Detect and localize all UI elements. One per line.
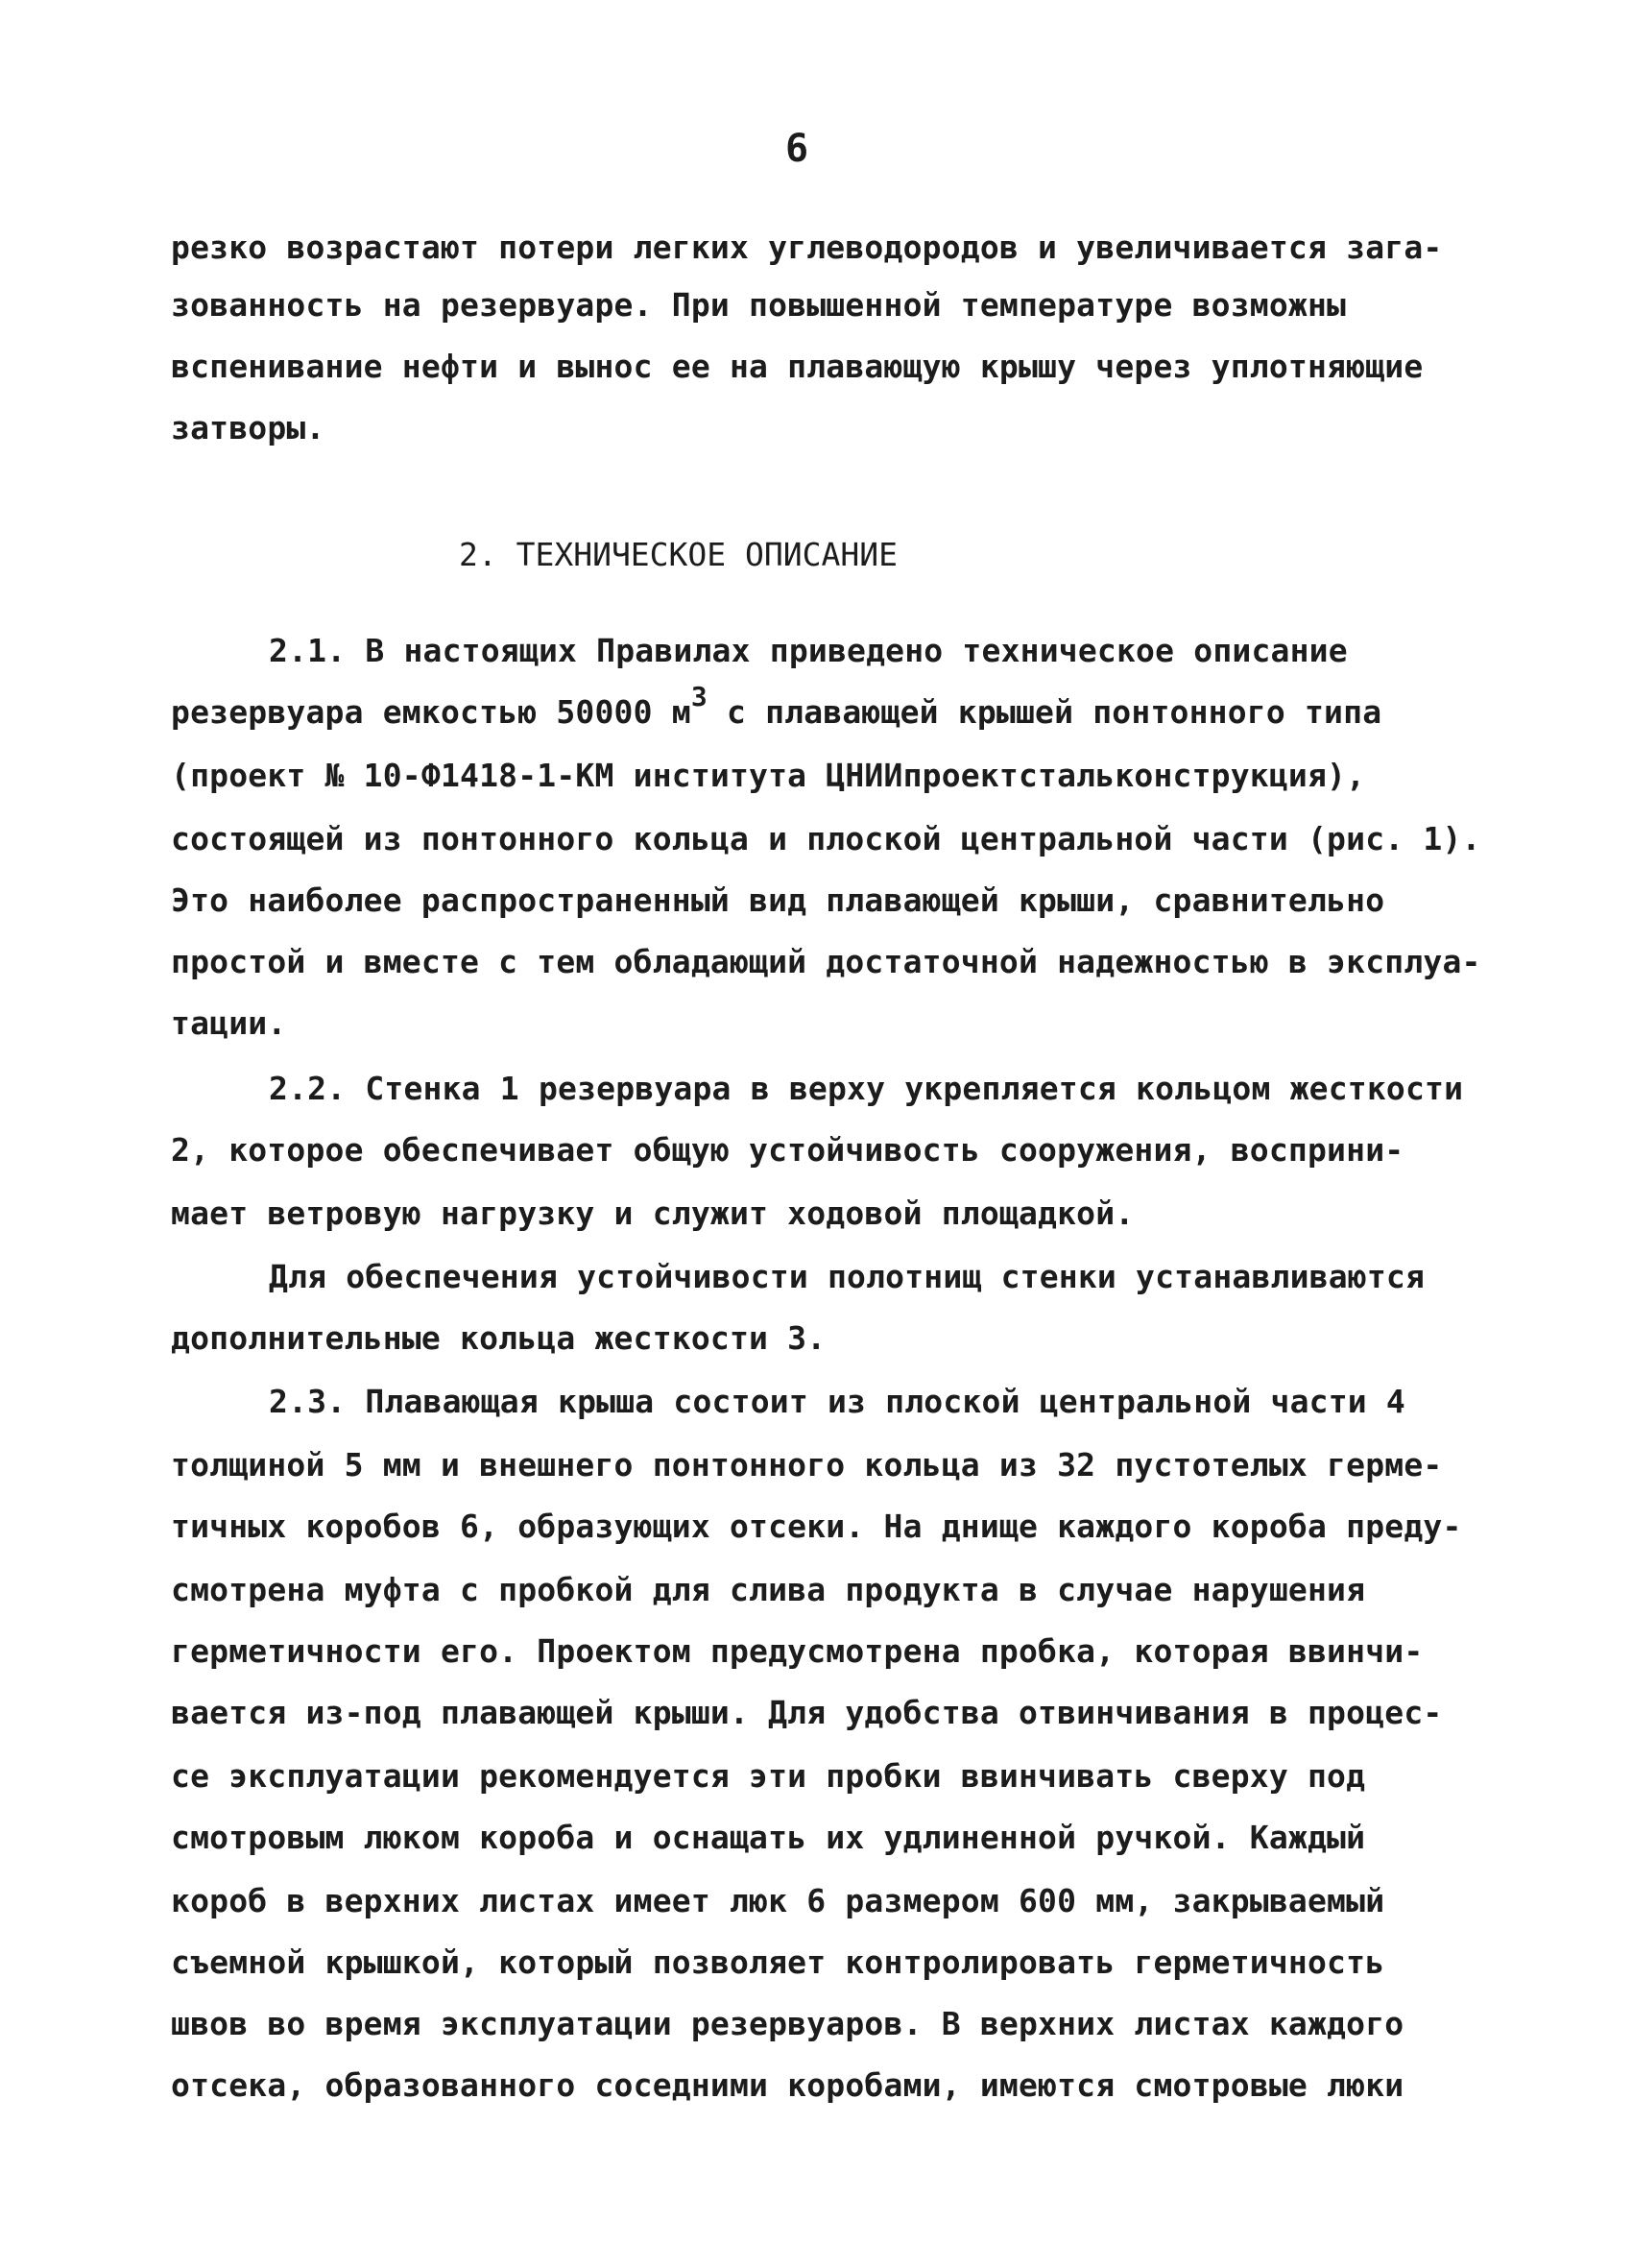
- text-line: Для обеспечения устойчивости полотнищ стенки устанавливаются: [269, 1258, 1426, 1295]
- text-line: вается из-под плавающей крыши. Для удобства отвинчивания в процес-: [171, 1694, 1443, 1731]
- text-line: се эксплуатации рекомендуется эти пробки ввинчивать сверху под: [171, 1757, 1366, 1795]
- text-line: затворы.: [171, 409, 325, 446]
- text-line: отсека, образованного соседними коробами, имеются смотровые люки: [171, 2066, 1404, 2104]
- page-number: 6: [784, 127, 809, 171]
- text-line: резко возрастают потери легких углеводородов и увеличивается зага-: [171, 229, 1443, 266]
- text-line: швов во время эксплуатации резервуаров. В верхних листах каждого: [171, 2005, 1404, 2042]
- text-line: 2.2. Стенка 1 резервуара в верху укрепляется кольцом жесткости: [269, 1070, 1464, 1107]
- text-segment: с плавающей крышей понтонного типа: [707, 693, 1382, 731]
- text-line: состоящей из понтонного кольца и плоской центральной части (рис. 1).: [171, 820, 1481, 857]
- superscript: 3: [690, 681, 708, 712]
- text-line: 2, которое обеспечивает общую устойчивость сооружения, восприни-: [171, 1131, 1404, 1169]
- section-heading: 2. ТЕХНИЧЕСКОЕ ОПИСАНИЕ: [459, 536, 898, 573]
- text-line: вспенивание нефти и вынос ее на плавающую крышу через уплотняющие: [171, 348, 1424, 385]
- text-line: мает ветровую нагрузку и служит ходовой площадкой.: [171, 1194, 1135, 1232]
- text-line: 2.1. В настоящих Правилах приведено техническое описание: [269, 632, 1348, 669]
- text-line: смотровым люком короба и оснащать их удлиненной ручкой. Каждый: [171, 1819, 1366, 1856]
- text-line: съемной крышкой, который позволяет контролировать герметичность: [171, 1943, 1385, 1981]
- text-line: тации.: [171, 1004, 287, 1042]
- text-segment: резервуара емкостью 50000 м: [171, 693, 691, 731]
- text-line-with-superscript: [171, 681, 1382, 736]
- text-line: Это наиболее распространенный вид плавающей крыши, сравнительно: [171, 881, 1385, 919]
- text-line: дополнительные кольца жесткости 3.: [171, 1319, 827, 1357]
- text-line: 2.3. Плавающая крыша состоит из плоской центральной части 4: [269, 1383, 1405, 1420]
- text-line: зованность на резервуаре. При повышенной температуре возможны: [171, 286, 1347, 324]
- text-line: короб в верхних листах имеет люк 6 размером 600 мм, закрываемый: [171, 1882, 1385, 1919]
- text-line: толщиной 5 мм и внешнего понтонного кольца из 32 пустотелых герме-: [171, 1446, 1443, 1484]
- text-line: (проект № 10-Ф1418-1-КМ института ЦНИИпроектстальконструкция),: [171, 757, 1366, 794]
- text-line: герметичности его. Проектом предусмотрена пробка, которая ввинчи-: [171, 1632, 1424, 1670]
- text-line: простой и вместе с тем обладающий достаточной надежностью в эксплуа-: [171, 943, 1481, 980]
- text-line: смотрена муфта с пробкой для слива продукта в случае нарушения: [171, 1571, 1366, 1608]
- text-line: тичных коробов 6, образующих отсеки. На днище каждого короба преду-: [171, 1508, 1462, 1545]
